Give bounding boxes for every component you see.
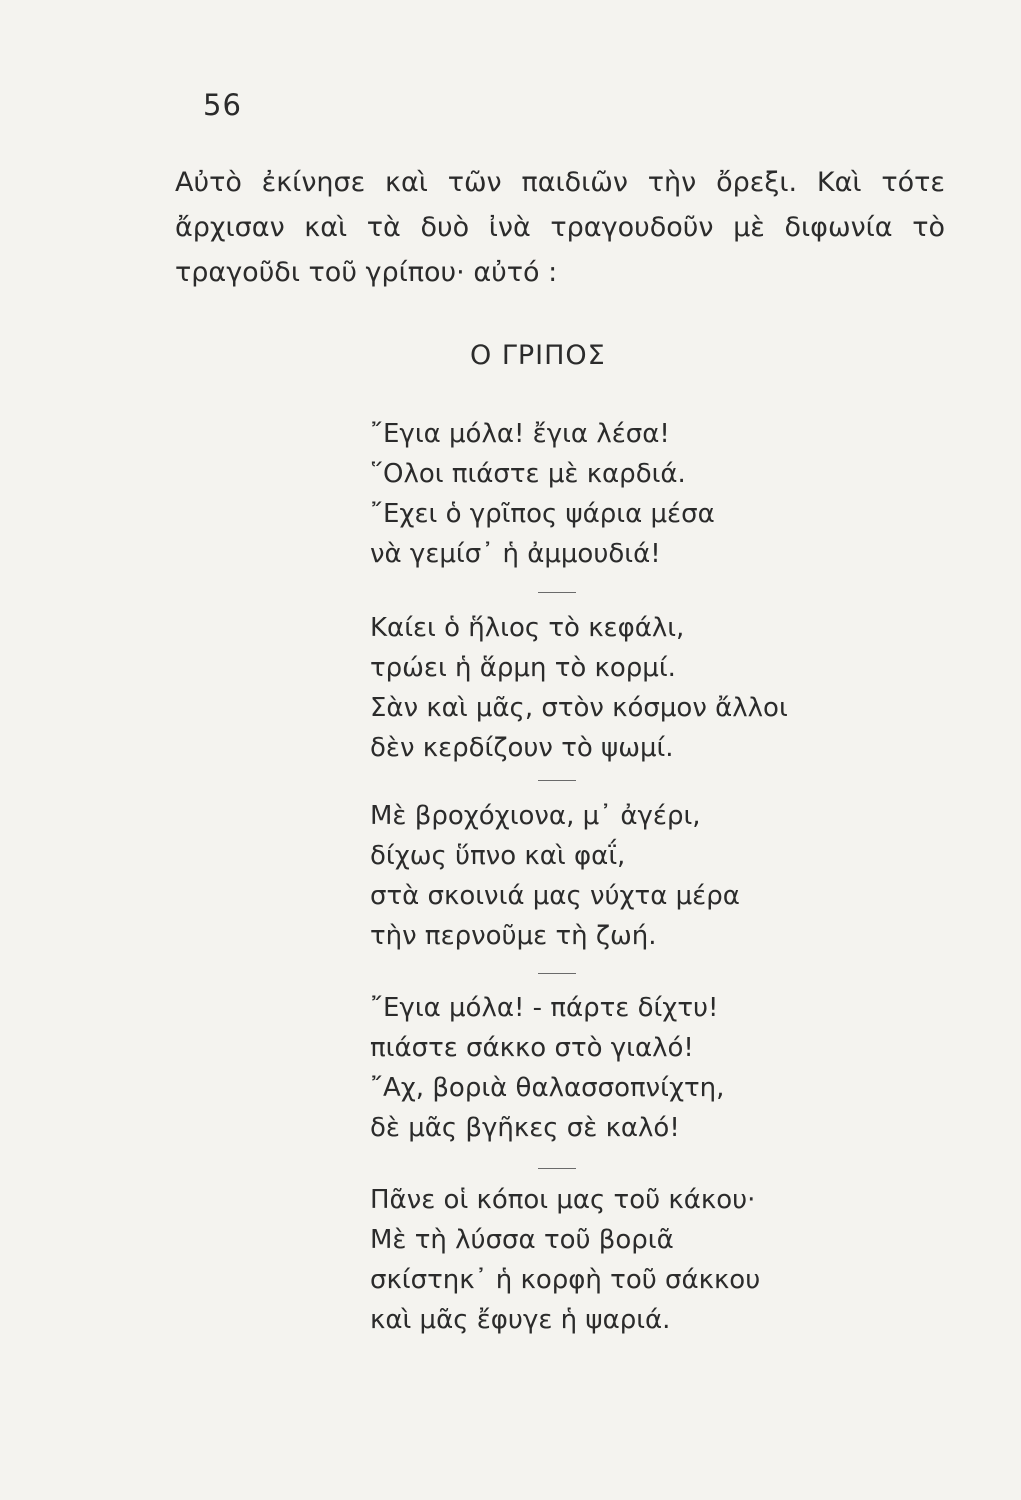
intro-line-1: Αὐτὸ ἐκίνησε καὶ τῶν παιδιῶν τὴν ὄρεξι. Καὶ τότε: [175, 167, 945, 198]
stanza-separator: [538, 1168, 576, 1169]
stanza-5: [370, 1180, 760, 1340]
verse: δίχως ὕπνο καὶ φαΐ,: [370, 841, 626, 871]
verse: ῎Εχει ὁ γρῖπος ψάρια μέσα: [370, 499, 715, 529]
stanza-2: [370, 608, 788, 768]
intro-paragraph: [175, 160, 955, 295]
stanza-4: [370, 988, 724, 1148]
stanza-1: [370, 414, 715, 574]
verse: ῎Εγια μόλα! - πάρτε δίχτυ!: [370, 993, 719, 1023]
verse: καὶ μᾶς ἔφυγε ἡ ψαριά.: [370, 1305, 671, 1335]
verse: νὰ γεμίσ᾽ ἡ ἀμμουδιά!: [370, 539, 661, 569]
verse: σκίστηκ᾽ ἡ κορφὴ τοῦ σάκκου: [370, 1265, 761, 1295]
stanza-separator: [538, 592, 576, 593]
intro-line-3: τραγοῦδι τοῦ γρίπου· αὐτό :: [175, 257, 558, 288]
verse: στὰ σκοινιά μας νύχτα μέρα: [370, 881, 740, 911]
stanza-separator: [538, 973, 576, 974]
verse: Καίει ὁ ἥλιος τὸ κεφάλι,: [370, 613, 685, 643]
intro-line-2: ἄρχισαν καὶ τὰ δυὸ ἰνὰ τραγουδοῦν μὲ διφωνία τὸ: [175, 212, 945, 243]
poem-title: Ο ΓΡΙΠΟΣ: [470, 340, 606, 371]
verse: ῎Εγια μόλα! ἔγια λέσα!: [370, 419, 670, 449]
verse: πιάστε σάκκο στὸ γιαλό!: [370, 1033, 694, 1063]
verse: Πᾶνε οἱ κόποι μας τοῦ κάκου·: [370, 1185, 756, 1215]
verse: τρώει ἡ ἅρμη τὸ κορμί.: [370, 653, 676, 683]
verse: Μὲ βροχόχιονα, μ᾽ ἀγέρι,: [370, 801, 701, 831]
verse: δὲ μᾶς βγῆκες σὲ καλό!: [370, 1113, 680, 1143]
verse: δὲν κερδίζουν τὸ ψωμί.: [370, 733, 674, 763]
verse: ῞Ολοι πιάστε μὲ καρδιά.: [370, 459, 686, 489]
verse: τὴν περνοῦμε τὴ ζωή.: [370, 921, 657, 951]
verse: Σὰν καὶ μᾶς, στὸν κόσμον ἄλλοι: [370, 693, 788, 723]
verse: ῎Αχ, βοριὰ θαλασσοπνίχτη,: [370, 1073, 725, 1103]
verse: Μὲ τὴ λύσσα τοῦ βοριᾶ: [370, 1225, 674, 1255]
stanza-separator: [538, 780, 576, 781]
page-number: 56: [203, 88, 242, 122]
stanza-3: [370, 796, 740, 956]
